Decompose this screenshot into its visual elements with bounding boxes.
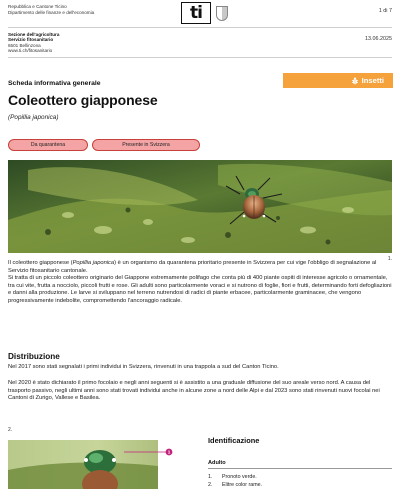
identification-heading: Identificazione bbox=[208, 436, 260, 445]
website-link[interactable]: www.ti.ch/fitosanitario bbox=[8, 48, 53, 54]
address-line: 6501 Bellinzona bbox=[8, 42, 41, 48]
canton-logo bbox=[181, 2, 228, 24]
page-title: Coleottero giapponese bbox=[8, 92, 158, 108]
beetle-photo bbox=[8, 160, 392, 253]
tag-quarantine: Da quarantena bbox=[8, 139, 88, 151]
canton-header bbox=[8, 4, 94, 15]
distribution-paragraph-1: Nel 2017 sono stati segnalati i primi individui in Svizzera, rinvenuti in una trappola a sud del Canton Ticino. bbox=[8, 364, 279, 370]
species-name: Popillia japonica bbox=[72, 260, 115, 266]
ti-logo-mark: ti bbox=[181, 2, 211, 24]
adult-divider bbox=[208, 468, 392, 469]
service-name: Servizio fitosanitario bbox=[8, 37, 54, 43]
identification-list bbox=[208, 473, 262, 489]
list-item: 1. Pronoto verde. bbox=[208, 474, 257, 480]
scientific-name: (Popillia japonica) bbox=[8, 114, 59, 121]
tag-present-switzerland: Presente in Svizzera bbox=[92, 139, 200, 151]
canton-shield-icon bbox=[216, 6, 228, 21]
org-line-1: Repubblica e Cantone Ticino bbox=[8, 4, 67, 9]
org-line-2: Dipartimento delle finanze e dell'economia bbox=[8, 9, 95, 15]
intro-paragraph-2: Si tratta di un piccolo coleottero originario del Giappone estremamente polifago che conta più di 400 piante ospiti di interesse agricolo o ornamentale, tra cui vite, frutta a nocciolo, piccoli frutti e rose. Gli adulti sono particolarmente voraci e si nutrono di foglie, fiori e frutti, determinando forti defogliazioni e danni alla produzione. Le larve si sviluppano nel terreno nutrendosi di radici di piante erbacee, particolarmente graminacee, che vengono progressivamente indebolite, compromettendo l'ancoraggio radicale. bbox=[8, 275, 392, 304]
header-divider bbox=[8, 27, 392, 28]
category-banner bbox=[283, 73, 393, 88]
page-counter: 1 di 7 bbox=[378, 8, 392, 14]
figure-1-number: 1. bbox=[387, 256, 392, 262]
section-name: Sezione dell'agricoltura bbox=[8, 32, 60, 37]
document-date: 13.06.2025 bbox=[365, 36, 392, 42]
callout-marker-label: 1 bbox=[167, 449, 171, 455]
distribution-heading: Distribuzione bbox=[8, 352, 60, 361]
section-address-block bbox=[8, 32, 59, 54]
list-item: 2. Elitre color rame. bbox=[208, 482, 263, 488]
callout-marker-1 bbox=[124, 448, 174, 456]
intro-paragraph-1: Il coleottero giapponese (Popillia japonica) è un organismo da quarantena prioritario presente in Svizzera per cui vige l'obbligo di segnalazione al Servizio fitosanitario cantonale. bbox=[8, 260, 377, 274]
document-type: Scheda informativa generale bbox=[8, 80, 101, 87]
bug-icon bbox=[351, 77, 359, 85]
category-label: Insetti bbox=[361, 76, 384, 85]
section-divider bbox=[8, 57, 392, 58]
distribution-paragraph-2: Nel 2020 è stato dichiarato il primo focolaio e negli anni seguenti si è assistito a una graduale diffusione del suo areale verso nord. A causa del trasporto passivo, negli ultimi anni sono stati trovati individui anche in alcune zone a nord delle Alpi e dal 2023 sono stati rinvenuti nuovi focolai nei Cantoni di Zurigo, Vallese e Basilea. bbox=[8, 380, 380, 402]
figure-2-number: 2. bbox=[8, 427, 13, 433]
adult-subheading: Adulto bbox=[208, 460, 226, 466]
